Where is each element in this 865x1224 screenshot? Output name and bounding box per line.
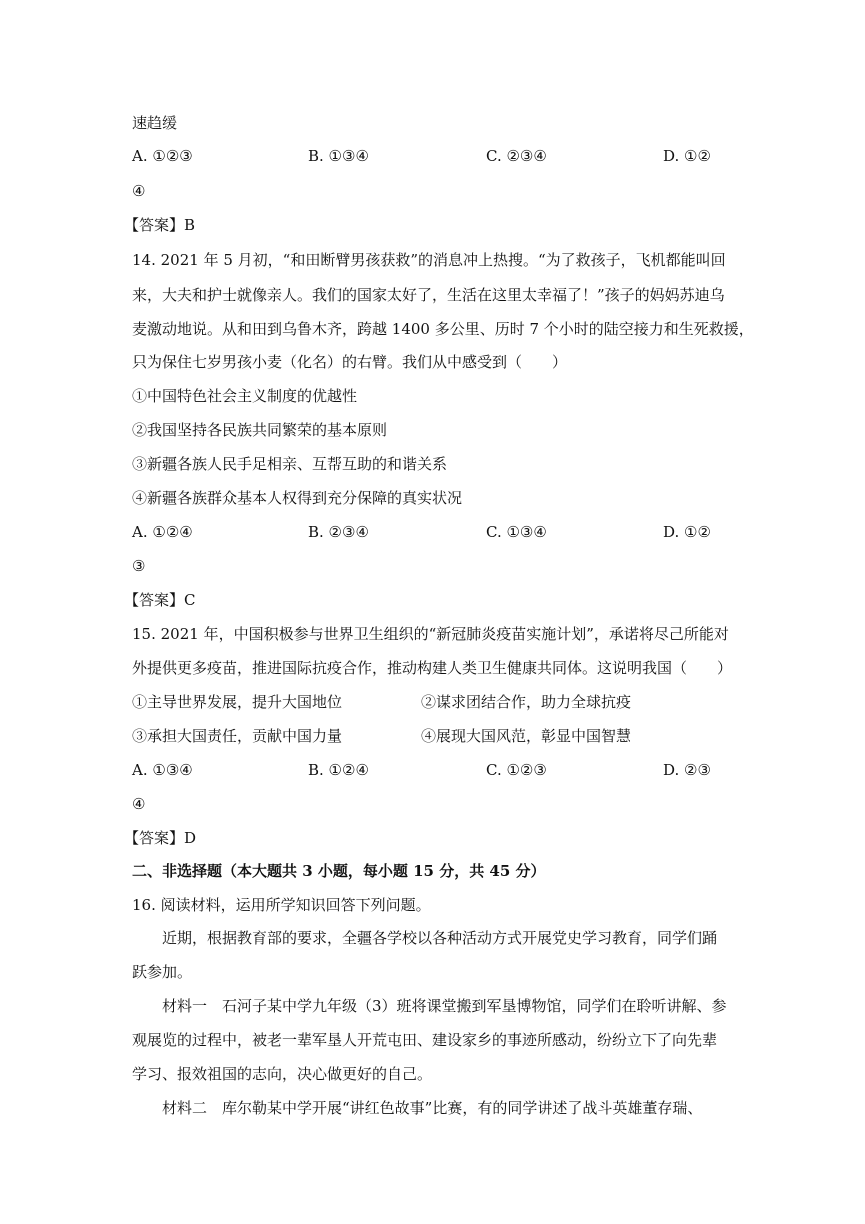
q14-option-c: C. ①③④ (486, 523, 547, 541)
q14-statement-1: ①中国特色社会主义制度的优越性 (132, 387, 358, 405)
q13-option-d: D. ①② (663, 147, 711, 165)
q15-statement-2: ②谋求团结合作，助力全球抗疫 (421, 693, 632, 711)
q16-intro-line-2: 跃参加。 (132, 963, 193, 981)
q15-answer: 【答案】D (124, 829, 197, 847)
q16-intro-line-1: 近期，根据教育部的要求，全疆各学校以各种活动方式开展党史学习教育，同学们踊 (132, 929, 718, 947)
q15-stem-line-1: 15. 2021 年，中国积极参与世界卫生组织的“新冠肺炎疫苗实施计划”，承诺将尽己所能对 (132, 625, 729, 643)
q14-stem-line-1: 14. 2021 年 5 月初，“和田断臂男孩获救”的消息冲上热搜。“为了救孩子，飞机都能叫回 (132, 251, 726, 269)
q15-statement-1: ①主导世界发展，提升大国地位 (132, 693, 343, 711)
q13-option-b: B. ①③④ (308, 147, 369, 165)
q16-material1-line-3: 学习、报效祖国的志向，决心做更好的自己。 (132, 1065, 433, 1083)
q14-stem-line-3: 麦激动地说。从和田到乌鲁木齐，跨越 1400 多公里、历时 7 个小时的陆空接力和生死救援， (132, 320, 754, 338)
q15-stem-line-2: 外提供更多疫苗，推进国际抗疫合作，推动构建人类卫生健康共同体。这说明我国（ ） (132, 659, 733, 677)
q14-statement-4: ④新疆各族群众基本人权得到充分保障的真实状况 (132, 489, 463, 507)
q15-option-a: A. ①③④ (132, 761, 193, 779)
q14-stem-line-4: 只为保住七岁男孩小麦（化名）的右臂。我们从中感受到（ ） (132, 353, 568, 371)
q15-option-c: C. ①②③ (486, 761, 547, 779)
q14-option-a: A. ①②④ (132, 523, 193, 541)
q13-option-c: C. ②③④ (486, 147, 547, 165)
section-heading: 二、非选择题（本大题共 3 小题，每小题 15 分，共 45 分） (132, 862, 546, 880)
q14-option-b: B. ②③④ (308, 523, 369, 541)
q14-stem-line-2: 来，大夫和护士就像亲人。我们的国家太好了，生活在这里太幸福了！”孩子的妈妈苏迪乌 (132, 286, 725, 304)
q16-material1-line-1: 材料一 石河子某中学九年级（3）班将课堂搬到军垦博物馆，同学们在聆听讲解、参 (132, 997, 727, 1015)
q16-stem: 16. 阅读材料，运用所学知识回答下列问题。 (132, 896, 431, 914)
q14-answer: 【答案】C (124, 591, 196, 609)
q13-option-d-wrap: ④ (132, 182, 146, 200)
q15-option-d: D. ②③ (663, 761, 711, 779)
q16-material2-line-1: 材料二 库尔勒某中学开展“讲红色故事”比赛，有的同学讲述了战斗英雄董存瑞、 (132, 1099, 703, 1117)
q14-statement-2: ②我国坚持各民族共同繁荣的基本原则 (132, 421, 388, 439)
q13-option-a: A. ①②③ (132, 147, 193, 165)
q14-statement-3: ③新疆各族人民手足相亲、互帮互助的和谐关系 (132, 455, 448, 473)
q13-answer: 【答案】B (124, 216, 196, 234)
q15-statement-4: ④展现大国风范，彰显中国智慧 (421, 727, 632, 745)
q16-material1-line-2: 观展览的过程中，被老一辈军垦人开荒屯田、建设家乡的事迹所感动，纷纷立下了向先辈 (132, 1031, 718, 1049)
question-13-tail: 速趋缓 (132, 114, 178, 132)
q15-option-d-wrap: ④ (132, 795, 146, 813)
q15-statement-3: ③承担大国责任，贡献中国力量 (132, 727, 343, 745)
q15-option-b: B. ①②④ (308, 761, 369, 779)
q14-option-d-wrap: ③ (132, 557, 146, 575)
q14-option-d: D. ①② (663, 523, 711, 541)
